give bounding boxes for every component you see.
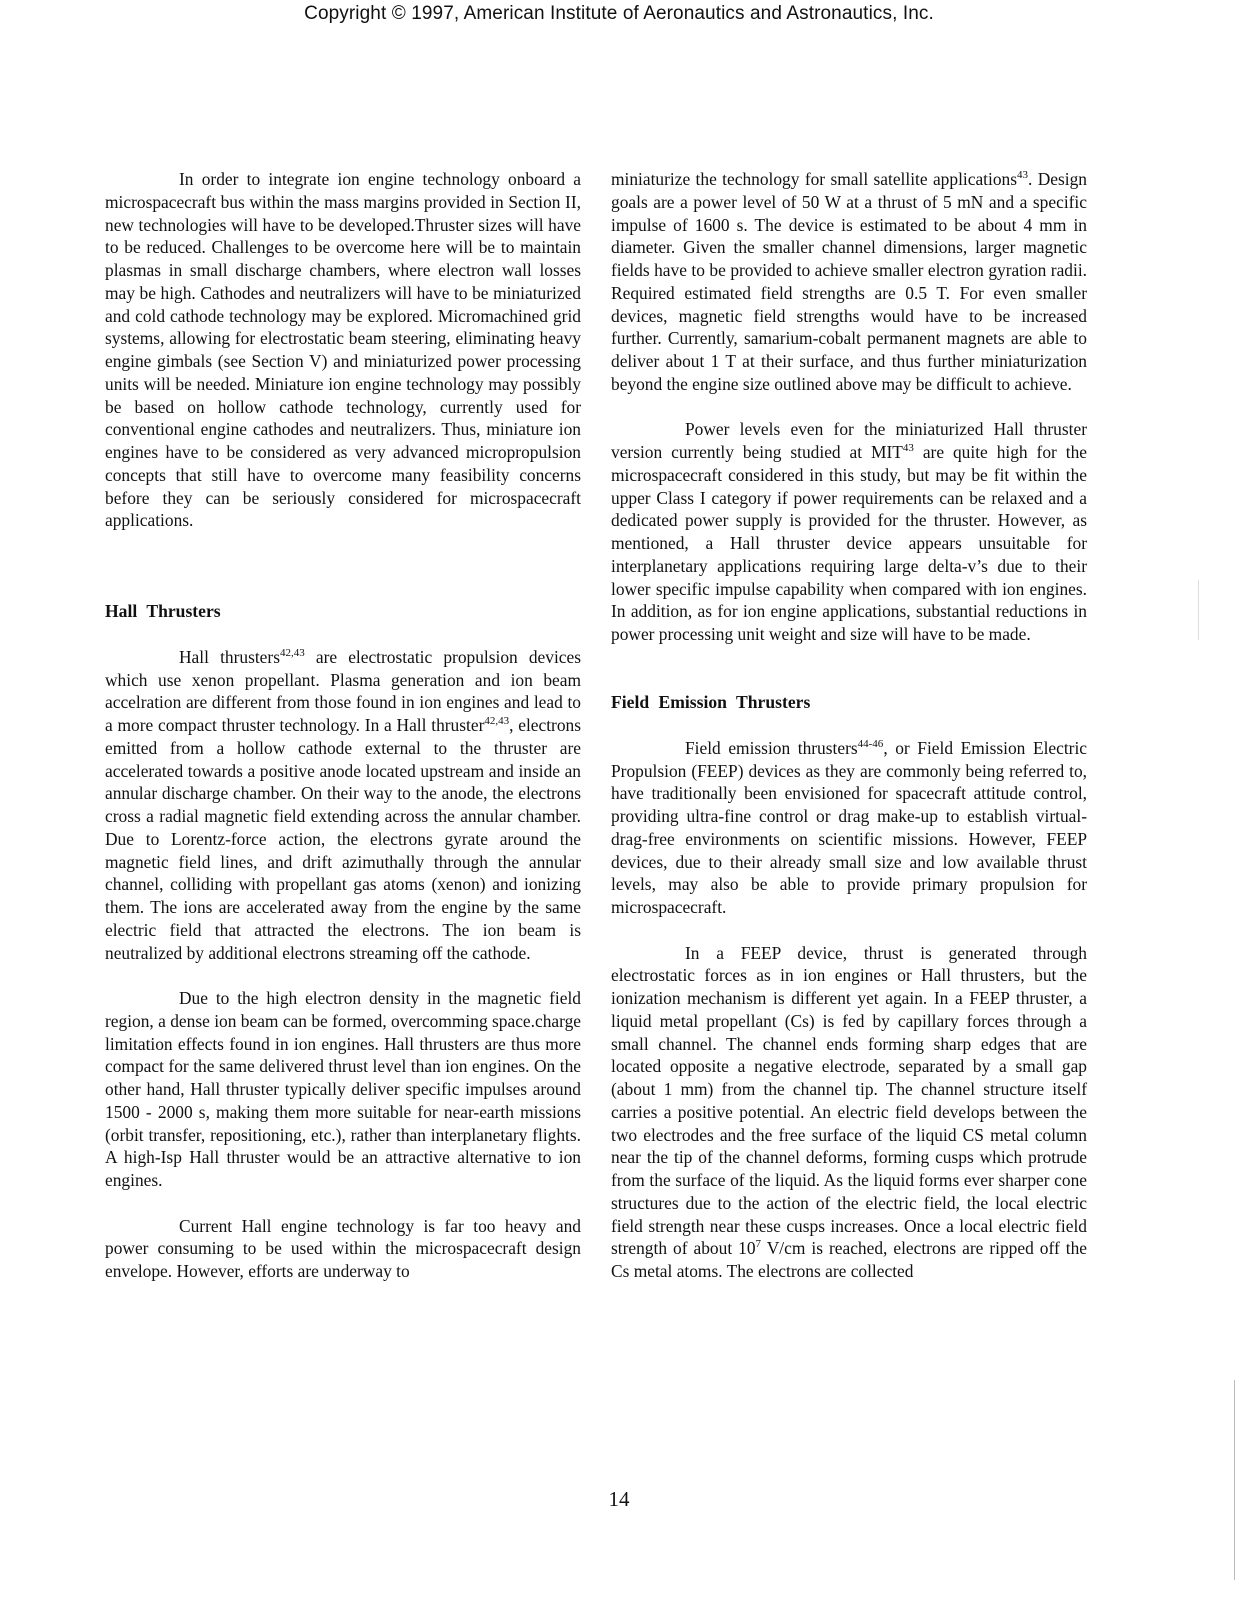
citation-superscript: 43 [902,442,914,454]
left-column [105,168,581,1283]
scan-artifact-line [1198,580,1199,640]
spacer [105,623,581,646]
exponent-superscript: 7 [755,1238,762,1251]
paragraph-feep-mechanism: In a FEEP device, thrust is generated through electrostatic forces as in ion engines or Hall thrusters, but the ionization mechanism is different yet again. In a FEEP thruster, a liquid metal propellant (Cs) is fed by capillary forces through a small channel. The channel ends forming sharp edges that are located opposite a negative electrode, separated by a small gap (about 1 mm) from the channel tip. The channel structure itself carries a positive potential. An electric field develops between the two electrodes and the free surface of the liquid CS metal column near the tip of the channel deforms, forming cusps which protrude from the surface of the liquid. As the liquid forms ever sharper cone structures due to the action of the electric field, the local electric field strength near these cusps increases. Once a local electric field strength of about $10^7$ V/cm is reached, electrons are ripped off the Cs metal atoms. The electrons are collected [611,942,1087,1281]
page-number: 14 [608,1487,630,1511]
spacer [105,532,581,578]
citation-superscript: 43 [1017,169,1028,181]
paragraph-electron-density: Due to the high electron density in the magnetic field region, a dense ion beam can be formed, overcomming space.charge limitation effects found in ion engines. Hall thrusters are thus more compact for the same delivered thrust level than ion engines. On the other hand, Hall thruster typically deliver specific impulses around 1500 - 2000 s, making them more suitable for near-earth missions (orbit transfer, repositioning, etc.), rather than interplanetary flights. A high-Isp Hall thruster would be an attractive alternative to ion engines. [105,988,581,1190]
spacer [611,714,1087,737]
paragraph-power-levels: Power levels even for the miniaturized Hall thruster version currently being studied at MIT$^{43}$ are quite high for the microspacecraft considered in this study, but may be fit within the upper Class I category if power requirements can be relaxed and a dedicated power supply is provided for the thruster. However, as mentioned, a Hall thruster device appears unsuitable for interplanetary applications requiring large delta-v’s due to their lower specific impulse capability when compared with ion engines. In addition, as for ion engine applications, substantial reductions in power processing unit weight and size will have to be made. [611,419,1087,644]
spacer [105,578,581,601]
paragraph-hall-thruster-intro: Hall thrusters$^{42,43}$ are electrostatic propulsion devices which use xenon propellant. Plasma generation and ion beam accelration are different from those found in ion engines and lead to a more compact thruster technology. In a Hall thruster$^{42,43}$, electrons emitted from a hollow cathode external to the thruster are accelerated towards a positive anode located upstream and inside an annular discharge chamber. On their way to the anode, the electrons cross a radial magnetic field extending across the annular chamber. Due to Lorentz-force action, the electrons gyrate around the magnetic field lines, and drift azimuthally through the annular channel, colliding with propellant gas atoms (xenon) and ionizing them. The ions are accelerated away from the engine by the same electric field that attracted the electrons. The ion beam is neutralized by additional electrons streaming off the cathode. [105,646,581,963]
citation-superscript: 42,43 [484,715,510,727]
section-heading-hall-thrusters: Hall Thrusters [105,601,221,622]
section-heading-field-emission-thrusters: Field Emission Thrusters [611,692,811,713]
scan-artifact-line [1234,1380,1235,1580]
paragraph-ion-engine-integration: In order to integrate ion engine technology onboard a microspacecraft bus within the mass margins provided in Section II, new technologies will have to be developed.Thruster sizes will have to be reduced. Challenges to be overcome here will be to maintain plasmas in small discharge chambers, where electron wall losses may be high. Cathodes and neutralizers will have to be miniaturized and cold cathode technology may be explored. Micromachined grid systems, allowing for electrostatic beam steering, eliminating heavy engine gimbals (see Section V) and miniaturized power processing units will be needed. Miniature ion engine technology may possibly be based on hollow cathode technology, currently used for conventional engine cathodes and neutralizers. Thus, miniature ion engines have to be considered as very advanced micropropulsion concepts that still have to overcome many feasibility concerns before they can be seriously considered for microspacecraft applications. [105,169,581,531]
spacer [105,964,581,987]
citation-superscript: 44-46 [857,737,884,750]
spacer [105,1192,581,1215]
paragraph-current-hall-technology: Current Hall engine technology is far too heavy and power consuming to be used within the microspacecraft design envelope. However, efforts are underway to [105,1215,581,1281]
copyright-header: Copyright © 1997, American Institute of Aeronautics and Astronautics, Inc. [304,3,934,24]
spacer [611,919,1087,942]
citation-superscript: 42,43 [279,646,305,659]
paragraph-feep-intro: Field emission thrusters$^{44-46}$, or Field Emission Electric Propulsion (FEEP) devices as they are commonly being referred to, have traditionally been envisioned for spacecraft attitude control, providing ultra-fine control or drag make-up to establish virtual-drag-free environments on scientific missions. However, FEEP devices, due to their already small size and low available thrust levels, may also be able to provide primary propulsion for microspacecraft. [611,737,1088,917]
spacer [611,646,1087,692]
right-column [611,168,1087,1283]
spacer [611,396,1087,419]
paragraph-miniaturization-goals: miniaturize the technology for small satellite applications$^{43}$. Design goals are a power level of 50 W at a thrust of 5 mN and a specific impulse of 1600 s. The device is estimated to be about 4 mm in diameter. Given the smaller channel dimensions, larger magnetic fields have to be provided to achieve smaller electron gyration radii. Required estimated field strengths are 0.5 T. For even smaller devices, magnetic field strengths would have to be increased further. Currently, samarium-cobalt permanent magnets are able to deliver about 1 T at their surface, and thus further miniaturization beyond the engine size outlined above may be difficult to achieve. [611,169,1087,394]
